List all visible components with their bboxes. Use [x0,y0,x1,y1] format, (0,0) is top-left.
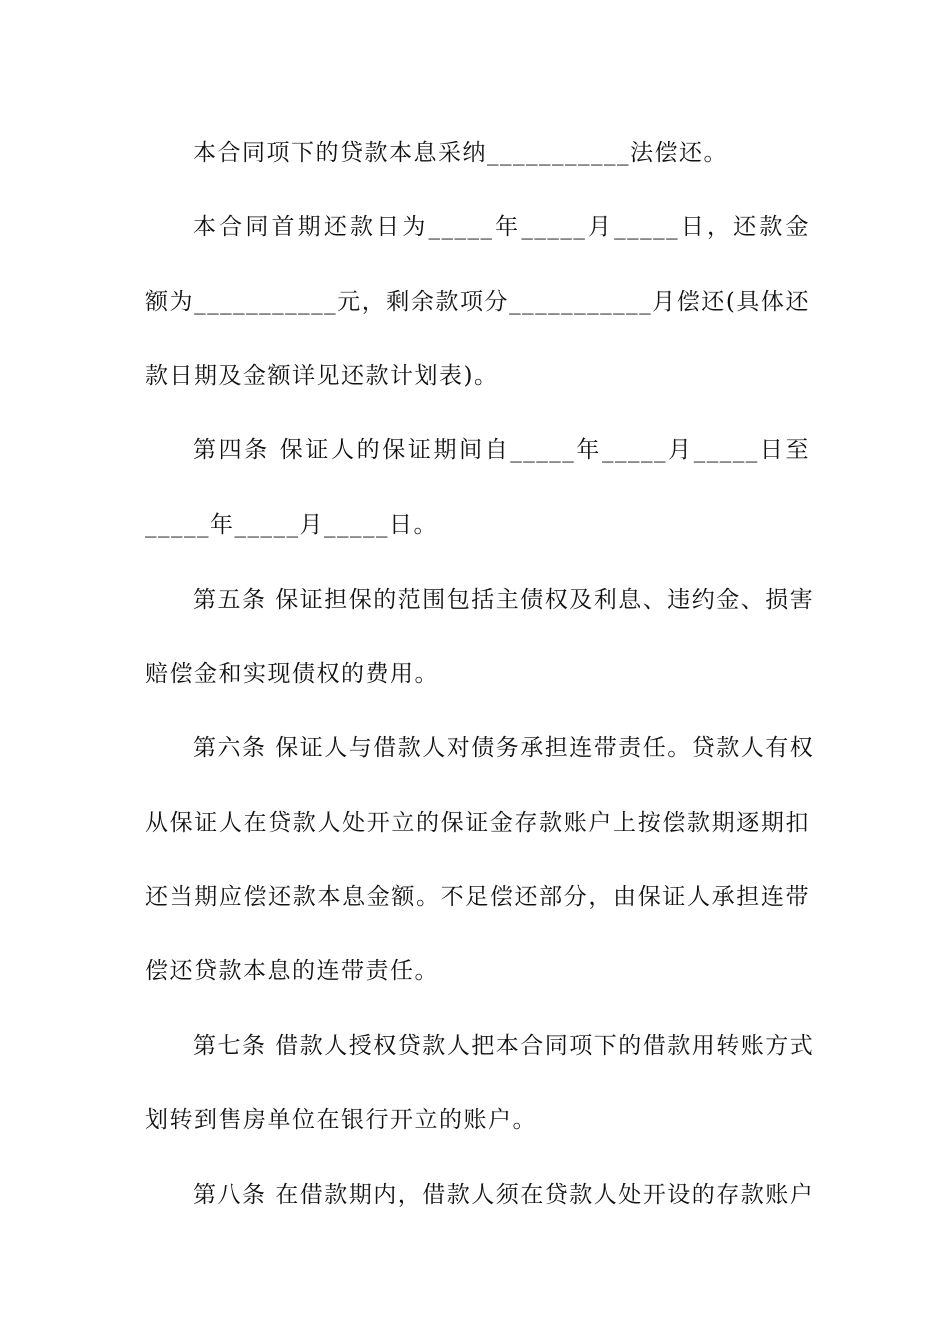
text-line: 从保证人在贷款人处开立的保证金存款账户上按偿款期逐期扣 [145,810,810,836]
text-line: 划转到售房单位在银行开立的账户。 [145,1107,537,1133]
text-line: 偿还贷款本息的连带责任。 [145,958,439,984]
text-line: 赔偿金和实现债权的费用。 [145,661,439,687]
text-line: 款日期及金额详见还款计划表)。 [145,363,499,389]
text-line: 第五条 保证担保的范围包括主债权及利息、违约金、损害 [193,587,815,613]
text-line: 本合同项下的贷款本息采纳___________法偿还。 [193,140,728,166]
text-line: 还当期应偿还款本息金额。不足偿还部分，由保证人承担连带 [145,884,810,910]
text-line: 第八条 在借款期内，借款人须在贷款人处开设的存款账户 [193,1182,815,1208]
text-line: 第六条 保证人与借款人对债务承担连带责任。贷款人有权 [193,735,815,761]
text-line: 本合同首期还款日为_____年_____月_____日，还款金 [193,214,810,240]
text-line: 额为___________元，剩余款项分___________月偿还(具体还 [145,289,810,315]
text-line: 第七条 借款人授权贷款人把本合同项下的借款用转账方式 [193,1033,815,1059]
text-line: 第四条 保证人的保证期间自_____年_____月_____日至 [193,437,810,463]
text-line: _____年_____月_____日。 [145,512,438,538]
